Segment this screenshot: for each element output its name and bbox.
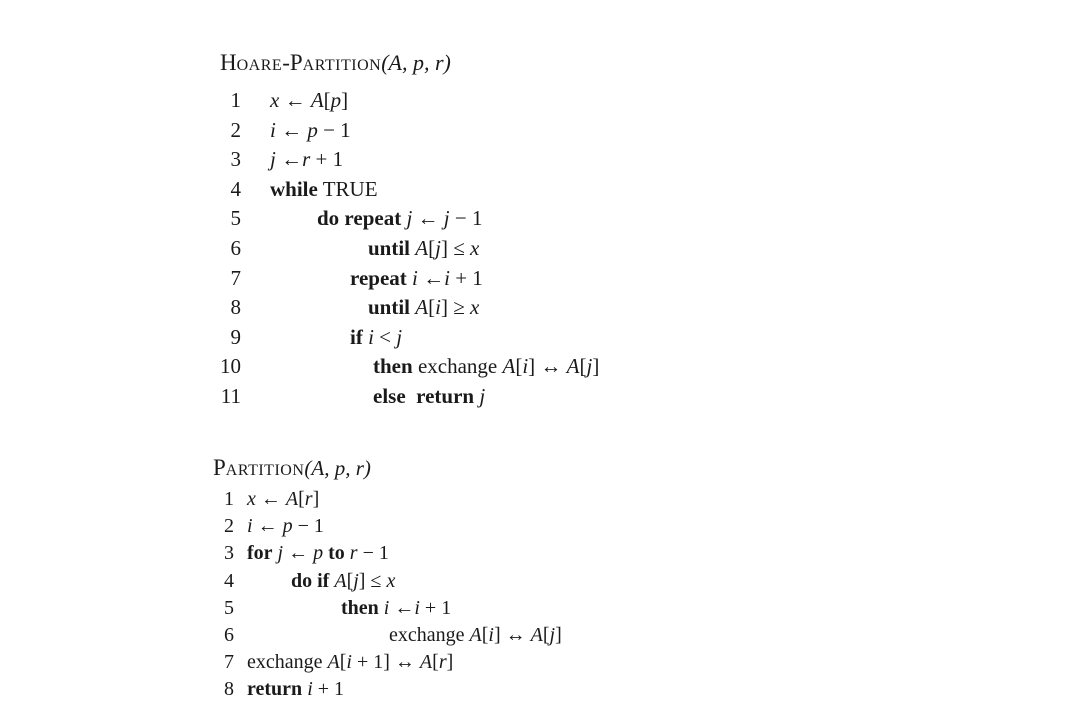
line-number: 6 [230,236,241,260]
variable: A [415,295,429,320]
variable: A [566,354,580,379]
variable: A [419,651,433,674]
variable: i [444,265,450,290]
code-token: [ [428,236,436,260]
variable: A [334,569,347,592]
code-text [270,118,351,143]
partition-title [213,455,371,481]
code-token: − 1 [357,542,389,565]
code-text [373,384,485,409]
variable: i [412,265,418,290]
line-number: 2 [230,117,241,142]
code-token: [ [432,651,439,674]
variable: x [247,488,256,510]
variable: A [502,354,516,379]
variable: x [386,569,396,592]
code-token: [ [579,354,587,379]
keyword: while [270,176,318,201]
code-token: ] [446,651,454,674]
line-number: 6 [224,624,234,646]
line-number: 8 [224,678,234,701]
code-text [270,147,343,172]
code-token: ] ↔ [493,624,531,646]
code-token: [ [481,624,489,646]
title-arguments: (A, p, r) [381,50,451,75]
code-token: ← [275,117,308,142]
line-number: 3 [230,147,241,172]
variable: i [270,117,276,142]
keyword: until [368,295,411,320]
keyword: to [328,542,345,565]
code-token: [ [339,651,347,674]
code-text [368,295,479,320]
code-token: ] ↔ [528,354,567,379]
title-smallcaps: ARTITION [302,57,382,74]
variable: A [530,624,543,646]
code-token: − 1 [449,206,483,231]
code-text [389,624,562,647]
line-number: 9 [230,324,241,349]
code-token: + 1 [419,596,452,619]
code-token: ] [312,488,320,510]
variable: j [396,324,403,349]
line-number: 5 [230,206,241,231]
code-text [341,597,451,620]
variable: j [406,206,413,231]
variable: i [488,624,494,646]
code-token: ← [417,265,445,290]
keyword: then [373,354,413,379]
variable: A [285,488,299,510]
variable: i [383,596,390,619]
code-token: − 1 [317,117,351,142]
code-token: [ [346,569,354,592]
code-token: − 1 [292,515,324,538]
variable: A [469,624,482,646]
code-text [368,236,479,261]
variable: j [443,206,450,231]
keyword: repeat [350,265,407,290]
variable: p [282,515,293,538]
code-token: TRUE [317,176,378,201]
code-text [373,354,599,379]
keyword: do if [291,569,330,592]
variable: j [435,236,441,260]
line-number: 7 [224,651,234,674]
variable: A [327,651,340,674]
variable: j [270,147,276,172]
code-token: [ [515,354,523,379]
code-text [247,488,319,511]
variable: i [346,651,352,674]
variable: A [310,88,324,112]
variable: r [304,488,313,510]
code-text [350,325,402,350]
variable: A [415,236,429,260]
code-token: ] ≤ [358,569,387,592]
variable: r [349,542,358,565]
code-token: [ [298,488,305,510]
variable: j [479,384,486,408]
variable: j [353,569,359,592]
keyword: return [247,678,303,701]
title-arguments: (A, p, r) [304,456,371,480]
code-text [270,177,378,202]
code-text [247,542,389,565]
line-number: 1 [230,88,241,112]
line-number: 10 [220,354,241,379]
variable: x [469,236,480,260]
code-text [350,266,483,291]
code-token: + 1 [449,265,483,290]
title-smallcaps: ARTITION [225,462,305,479]
variable: r [438,651,447,674]
code-token: ← [412,206,444,231]
variable: p [313,542,324,565]
title-initial: H [220,50,237,75]
line-number: 3 [224,542,234,565]
line-number: 1 [224,488,234,510]
code-token: ← [283,542,314,565]
code-token: ] [555,624,562,646]
title-initial: -P [282,50,303,75]
code-token: exchange [247,651,328,674]
title-smallcaps: OARE [236,57,283,74]
line-number: 5 [224,596,234,619]
variable: i [368,324,374,349]
keyword: if [350,324,363,349]
code-token: + 1] ↔ [351,651,420,674]
variable: i [307,678,313,701]
hoare-partition-title [220,50,451,76]
variable: i [414,596,420,619]
code-token: [ [542,624,550,646]
code-text [291,570,395,593]
variable: j [549,624,556,646]
variable: i [522,354,529,379]
keyword: return [416,384,475,408]
line-number: 11 [220,384,241,408]
code-text [317,206,482,231]
code-token: ] [341,88,349,112]
variable: p [330,88,342,112]
variable: i [435,295,441,320]
title-initial: P [213,455,226,480]
variable: r [302,147,311,172]
keyword: else [373,384,406,408]
code-text [247,515,324,538]
keyword: until [368,236,411,260]
line-number: 7 [230,265,241,290]
code-token: + 1 [312,678,345,701]
line-number: 4 [224,569,234,592]
keyword: do repeat [317,206,402,231]
variable: i [247,515,253,538]
code-token: ← [252,515,283,538]
code-token: ← [279,88,311,112]
variable: j [586,354,593,379]
code-token: [ [323,88,331,112]
code-text [247,651,453,674]
code-token: ← [275,147,303,172]
code-token: exchange [412,354,503,379]
code-token [406,384,417,408]
code-text [247,678,344,701]
code-token: + 1 [310,147,344,172]
code-token: ] ≤ [440,236,470,260]
line-number: 2 [224,515,234,538]
code-token: ] ≥ [440,295,470,320]
code-text [270,88,348,113]
code-token: ] [592,354,600,379]
code-token: exchange [389,624,470,646]
line-number: 4 [230,176,241,201]
code-token: ← [255,488,286,510]
line-number: 8 [230,295,241,320]
variable: j [277,542,284,565]
keyword: for [247,542,273,565]
variable: x [270,88,280,112]
variable: p [307,117,318,142]
variable: x [469,295,480,320]
keyword: then [341,596,379,619]
code-token: < [373,324,397,349]
code-token: [ [428,295,436,320]
code-token: ← [389,596,415,619]
